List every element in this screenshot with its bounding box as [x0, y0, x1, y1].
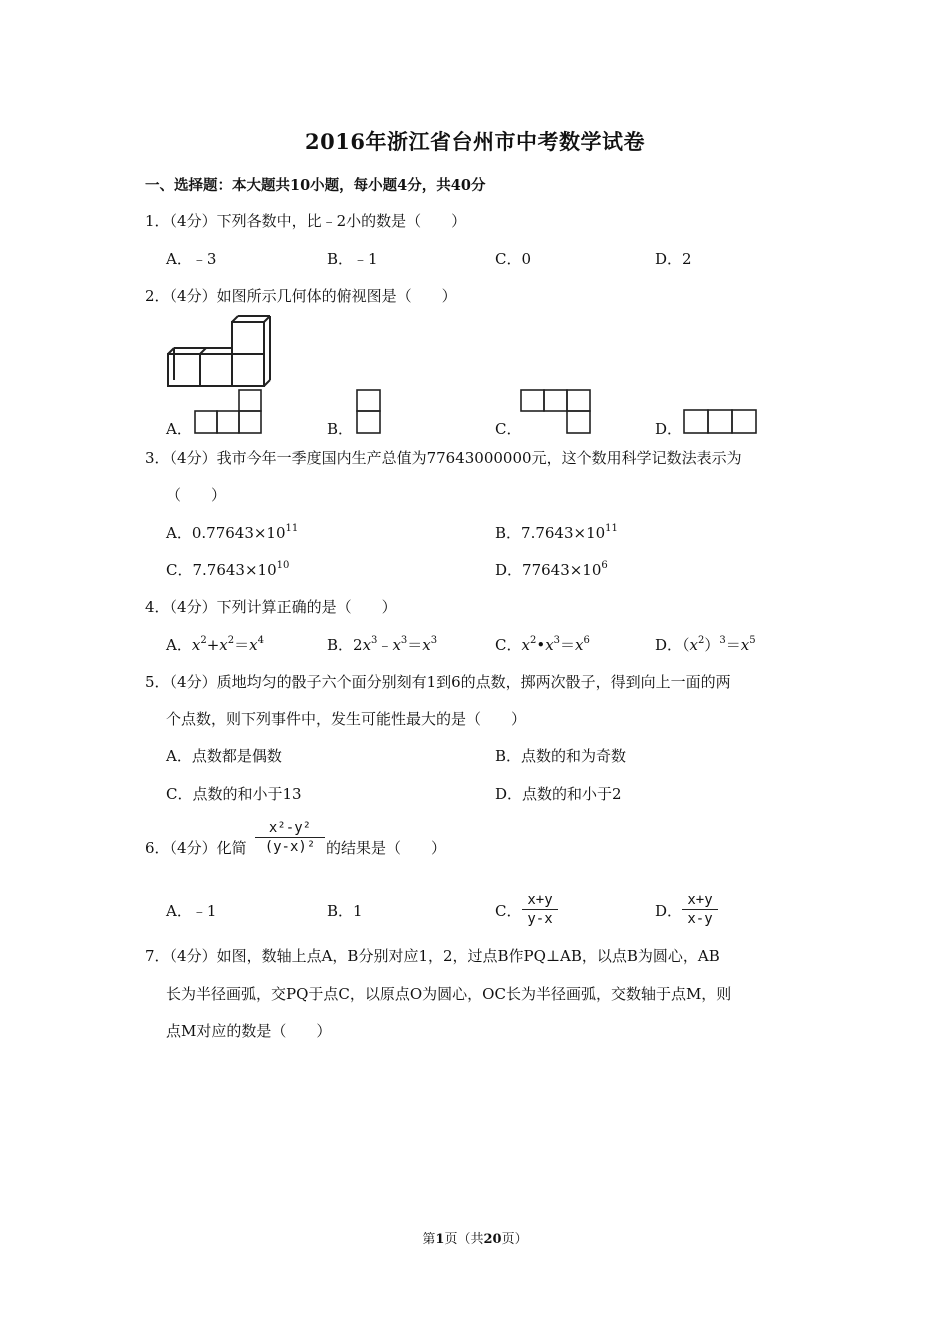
question-3-stem-line1: 3．（4分）我市今年一季度国内生产总值为77643000000元，这个数用科学记数法表示为 [145, 449, 742, 467]
question-5-stem-line2: 个点数，则下列事件中，发生可能性最大的是（ ） [166, 710, 527, 728]
question-6-stem-prefix: 6．（4分）化简 [145, 839, 247, 857]
q2-option-c-figure [519, 389, 593, 435]
question-3-stem-line2: （ ） [166, 486, 227, 504]
question-2-stem: 2．（4分）如图所示几何体的俯视图是（ ） [145, 287, 457, 305]
question-1-stem: 1．（4分）下列各数中，比﹣2小的数是（ ） [145, 212, 467, 230]
q2-option-d: D． [655, 420, 683, 438]
q1-option-c: C．0 [495, 250, 532, 268]
footer-pre: 第 [422, 1232, 436, 1247]
page-footer [0, 1228, 950, 1247]
q6-option-d-denominator: x-y [687, 911, 713, 927]
question-5-stem-line1: 5．（4分）质地均匀的骰子六个面分别刻有1到6的点数，掷两次骰子，得到向上一面的两 [145, 673, 731, 691]
q6-fraction-denominator: (y-x)² [264, 839, 316, 855]
q4-option-d-prefix: D． [655, 636, 683, 654]
q3-option-b-exponent: 11 [605, 523, 618, 534]
q6-option-d-fraction [682, 892, 718, 927]
q3-option-c-text: C．7.7643×10 [166, 561, 277, 579]
q3-option-b-text: B．7.7643×10 [495, 524, 606, 542]
q3-option-c [166, 560, 289, 580]
q6-fraction-bar [255, 837, 325, 838]
q4-option-b: B．$2x^3﹣x^3=x^3$ [327, 635, 438, 654]
q6-option-c-fraction [522, 892, 558, 927]
q5-option-b: B．点数的和为奇数 [495, 747, 627, 765]
footer-mid: 页（共 [444, 1232, 484, 1247]
q2-option-a-figure [193, 389, 265, 435]
q6-option-c-prefix: C． [495, 902, 522, 920]
q6-fraction [255, 820, 325, 855]
q2-option-a: A． [166, 420, 192, 438]
q3-option-c-exponent: 10 [276, 560, 290, 571]
q4-option-d: D．$(x^2)^3=x^5$ [655, 635, 756, 654]
q3-option-d [495, 560, 608, 580]
question-7-stem-line2: 长为半径画弧，交PQ于点C，以原点O为圆心，OC长为半径画弧，交数轴于点M，则 [166, 985, 732, 1003]
q6-option-d-bar [682, 909, 718, 910]
q4-option-a-prefix: A． [166, 636, 192, 654]
q6-option-a: A．﹣1 [166, 902, 217, 920]
page-title: 2016年浙江省台州市中考数学试卷 [305, 129, 645, 154]
q6-fraction-numerator: x²-y² [268, 820, 312, 836]
q6-option-c-denominator: y-x [527, 911, 553, 927]
footer-page-number: 1 [435, 1232, 445, 1247]
footer-total-pages: 20 [483, 1232, 502, 1247]
q5-option-d: D．点数的和小于2 [495, 785, 622, 803]
q2-option-d-figure [682, 408, 758, 436]
q5-option-c: C．点数的和小于13 [166, 785, 302, 803]
q4-option-b-prefix: B． [327, 636, 354, 654]
q4-option-c-prefix: C． [495, 636, 522, 654]
question-7-stem-line1: 7．（4分）如图，数轴上点A，B分别对应1，2，过点B作PQ⊥AB，以点B为圆心，AB [145, 947, 720, 965]
q4-option-a: A．$x^2+x^2=x^4$ [166, 635, 264, 654]
q3-option-b [495, 523, 618, 543]
q3-option-d-text: D．77643×10 [495, 561, 602, 579]
q4-option-c: C．$x^2•x^3=x^6$ [495, 635, 590, 654]
q6-option-b: B．1 [327, 902, 363, 920]
q6-option-d-numerator: x+y [687, 892, 713, 908]
geometric-solid-figure [162, 312, 274, 388]
q1-option-d: D．2 [655, 250, 692, 268]
q5-option-a: A．点数都是偶数 [166, 747, 282, 765]
footer-post: 页） [501, 1232, 528, 1247]
q2-option-c: C． [495, 420, 522, 438]
question-4-stem: 4．（4分）下列计算正确的是（ ） [145, 598, 397, 616]
q6-option-c-bar [522, 909, 558, 910]
q3-option-a-text: A．0.77643×10 [166, 524, 286, 542]
section-heading: 一、选择题：本大题共10小题，每小题4分，共40分 [145, 177, 486, 194]
q1-option-b: B．﹣1 [327, 250, 378, 268]
question-7-stem-line3: 点M对应的数是（ ） [166, 1022, 332, 1040]
q6-option-c-numerator: x+y [527, 892, 553, 908]
q3-option-a-exponent: 11 [285, 523, 299, 534]
q3-option-a [166, 523, 298, 543]
q3-option-d-exponent: 6 [601, 560, 608, 571]
question-6-stem-suffix: 的结果是（ ） [326, 839, 447, 857]
q6-option-d-prefix: D． [655, 902, 683, 920]
q2-option-b: B． [327, 420, 354, 438]
q2-option-b-figure [355, 389, 383, 435]
q1-option-a: A．﹣3 [166, 250, 217, 268]
